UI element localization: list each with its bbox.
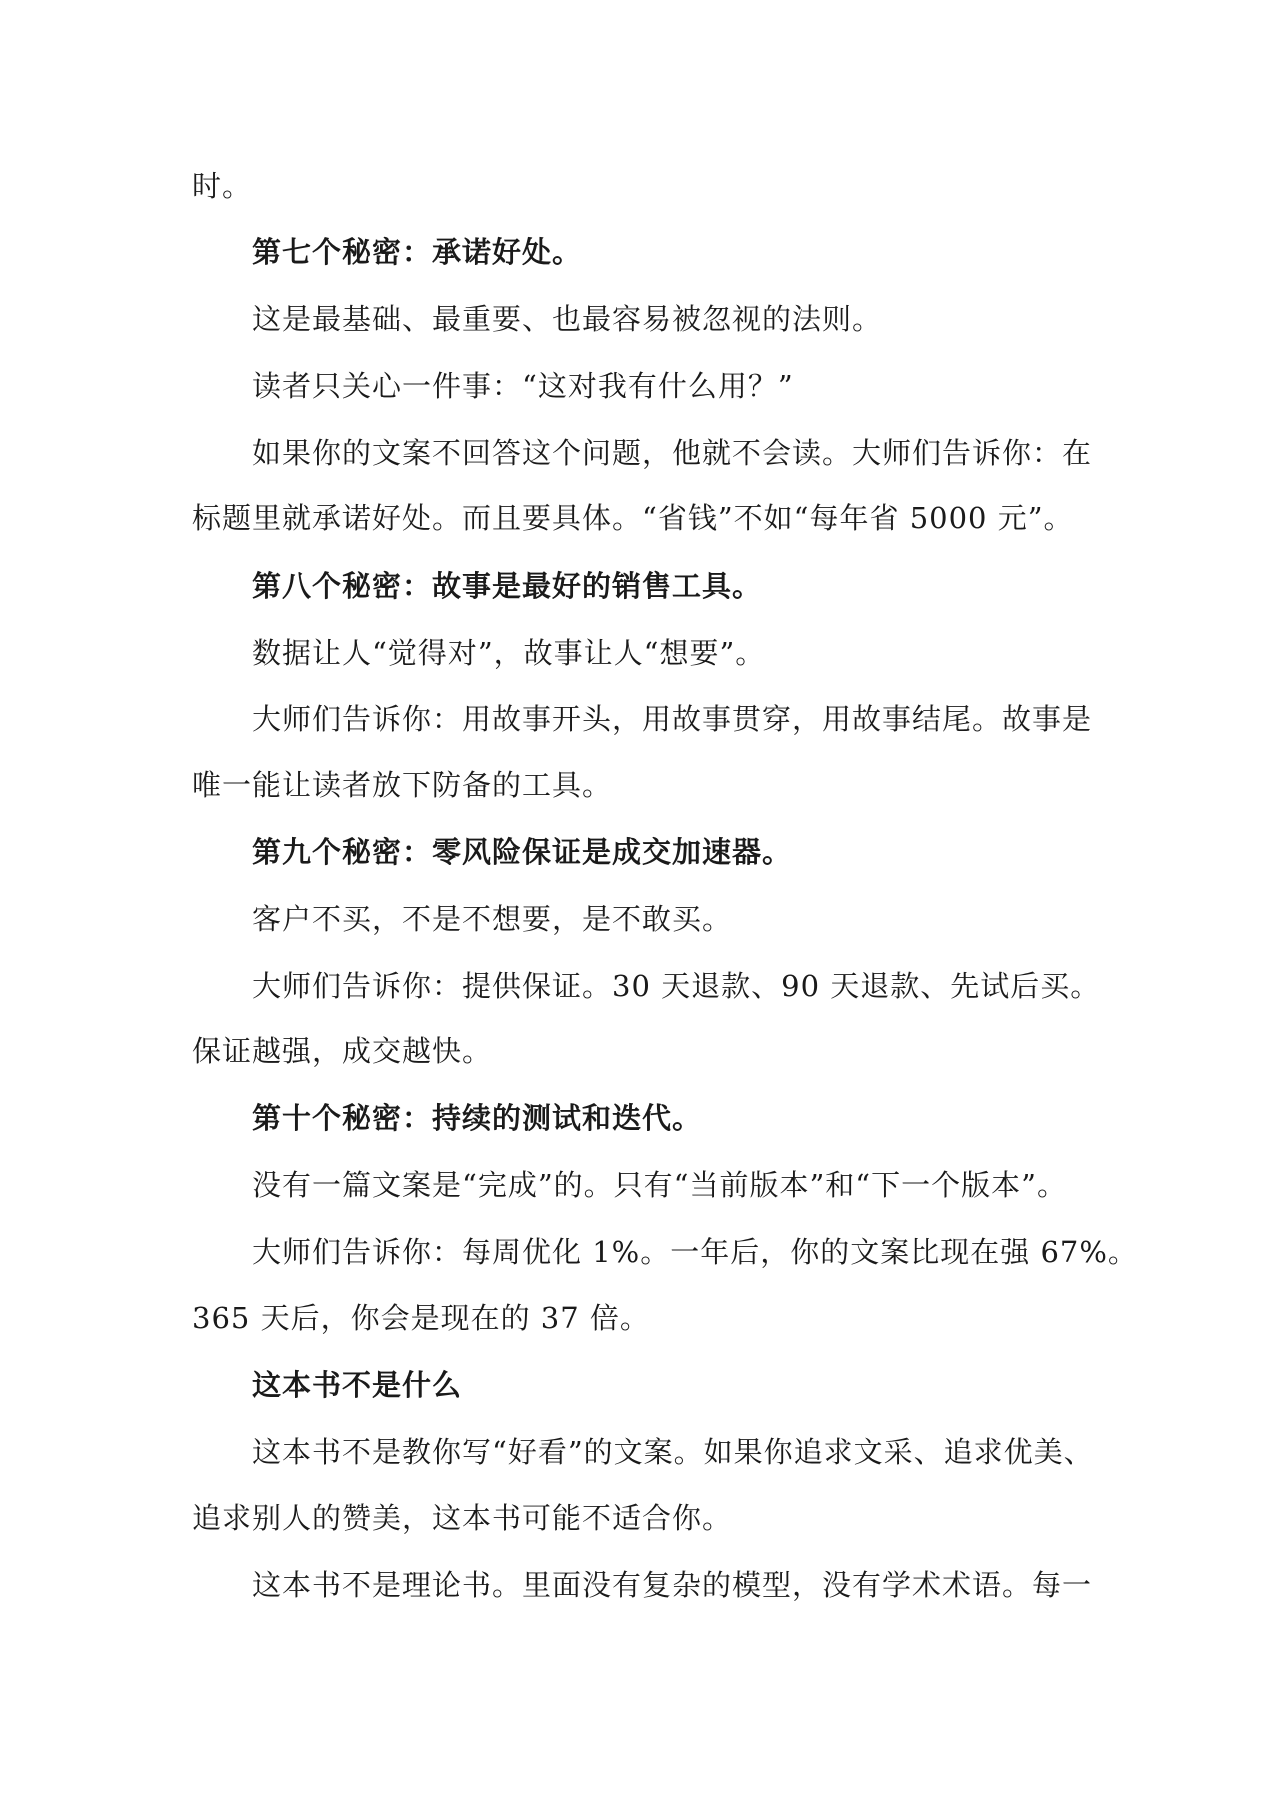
section-heading-9: 第九个秘密：零风险保证是成交加速器。 [252,835,793,869]
paragraph-line: 唯一能让读者放下防备的工具。 [192,768,613,802]
paragraph-line: 如果你的文案不回答这个问题，他就不会读。大师们告诉你：在 [252,436,1093,470]
paragraph-line: 数据让人“觉得对”，故事让人“想要”。 [252,636,766,670]
section-heading-not: 这本书不是什么 [252,1368,463,1402]
paragraph-line: 大师们告诉你：提供保证。30 天退款、90 天退款、先试后买。 [252,969,1101,1003]
section-heading-10: 第十个秘密：持续的测试和迭代。 [252,1101,703,1135]
paragraph-line: 追求别人的赞美，这本书可能不适合你。 [192,1501,733,1535]
paragraph-line: 没有一篇文案是“完成”的。只有“当前版本”和“下一个版本”。 [252,1168,1067,1202]
paragraph-line: 大师们告诉你：每周优化 1%。一年后，你的文案比现在强 67%。 [252,1235,1138,1269]
paragraph-line: 客户不买，不是不想要，是不敢买。 [252,902,733,936]
paragraph-line: 时。 [192,169,253,203]
paragraph-line: 这本书不是教你写“好看”的文案。如果你追求文采、追求优美、 [252,1435,1094,1469]
paragraph-line: 365 天后，你会是现在的 37 倍。 [192,1301,650,1335]
section-heading-8: 第八个秘密：故事是最好的销售工具。 [252,569,763,603]
paragraph-line: 标题里就承诺好处。而且要具体。“省钱”不如“每年省 5000 元”。 [192,501,1074,535]
paragraph-line: 保证越强，成交越快。 [192,1034,493,1068]
section-heading-7: 第七个秘密：承诺好处。 [252,235,583,269]
paragraph-line: 大师们告诉你：用故事开头，用故事贯穿，用故事结尾。故事是 [252,702,1093,736]
paragraph-line: 这是最基础、最重要、也最容易被忽视的法则。 [252,302,883,336]
paragraph-line: 读者只关心一件事：“这对我有什么用？” [252,369,794,403]
paragraph-line: 这本书不是理论书。里面没有复杂的模型，没有学术术语。每一 [252,1568,1093,1602]
